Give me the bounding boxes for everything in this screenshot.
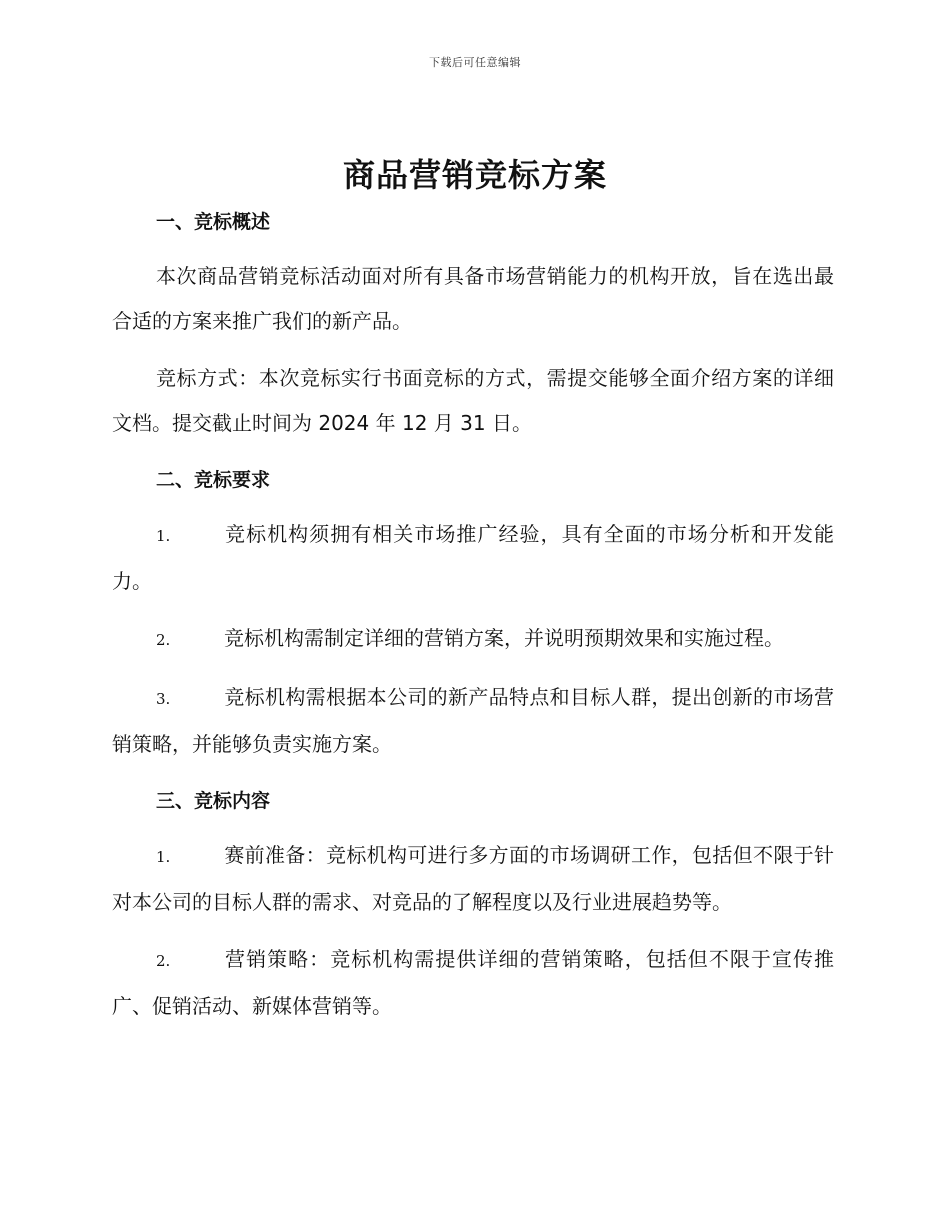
section-heading-requirements: 二、竞标要求	[156, 469, 271, 491]
header-note: 下载后可任意编辑	[429, 56, 521, 69]
content-item	[112, 833, 834, 925]
content-item	[112, 937, 834, 1029]
list-number: 3.	[156, 690, 171, 708]
document-title: 商品营销竞标方案	[342, 156, 607, 194]
list-item-text: 竞标机构需制定详细的营销方案，并说明预期效果和实施过程。	[224, 626, 784, 650]
list-number: 2.	[156, 631, 171, 649]
document-body	[112, 202, 834, 1029]
list-item-text: 竞标机构需根据本公司的新产品特点和目标人群，提出创新的市场营销策略，并能够负责实施方案。	[112, 685, 834, 756]
list-item-text: 赛前准备：竞标机构可进行多方面的市场调研工作，包括但不限于针对本公司的目标人群的需求、对竞品的了解程度以及行业进展趋势等。	[112, 843, 834, 914]
list-item-text: 营销策略：竞标机构需提供详细的营销策略，包括但不限于宣传推广、促销活动、新媒体营销等。	[112, 947, 834, 1018]
section-heading-overview: 一、竞标概述	[156, 211, 271, 233]
requirement-item	[112, 512, 834, 604]
list-number: 1.	[156, 527, 171, 545]
list-number: 2.	[156, 952, 171, 970]
overview-paragraph: 本次商品营销竞标活动面对所有具备市场营销能力的机构开放，旨在选出最合适的方案来推广我们的新产品。	[112, 264, 834, 333]
section-heading-content: 三、竞标内容	[156, 790, 271, 812]
requirement-item	[112, 616, 834, 663]
bidding-method-paragraph: 竞标方式：本次竞标实行书面竞标的方式，需提交能够全面介绍方案的详细文档。提交截止时间为 2024 年 12 月 31 日。	[112, 366, 834, 435]
list-item-text: 竞标机构须拥有相关市场推广经验，具有全面的市场分析和开发能力。	[112, 522, 834, 593]
list-number: 1.	[156, 848, 171, 866]
requirement-item	[112, 675, 834, 767]
